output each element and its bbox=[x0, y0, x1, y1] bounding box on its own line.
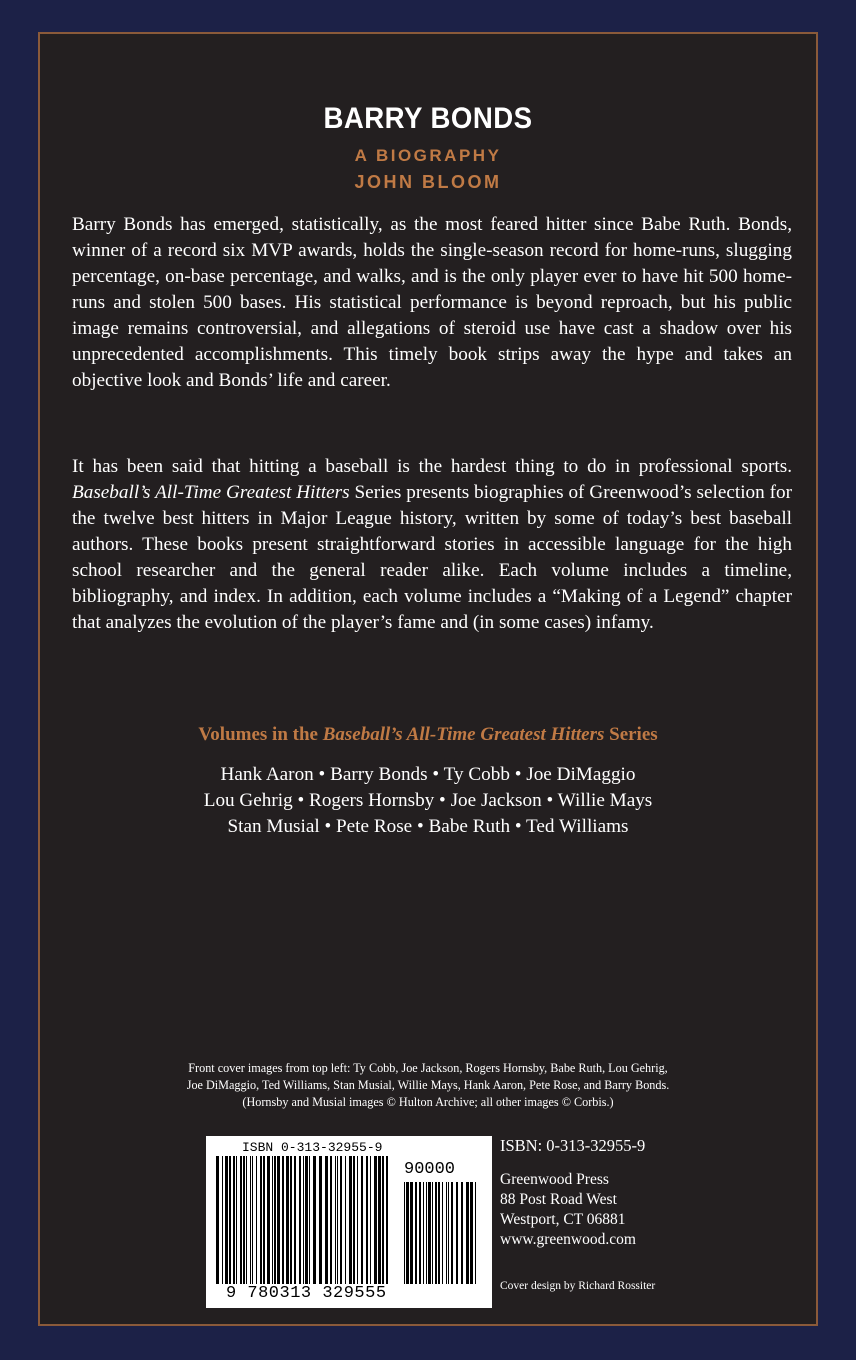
volumes-heading bbox=[40, 724, 816, 746]
credits-line-1: Front cover images from top left: Ty Cobb, Joe Jackson, Rogers Hornsby, Babe Ruth, Lou Gehrig, bbox=[188, 1061, 668, 1075]
credits-line-2: Joe DiMaggio, Ted Williams, Stan Musial, Willie Mays, Hank Aaron, Pete Rose, and Barry Bonds. bbox=[186, 1078, 670, 1092]
book-author: JOHN BLOOM bbox=[354, 172, 502, 192]
volumes-heading-series: Baseball’s All-Time Greatest Hitters bbox=[322, 724, 605, 745]
barcode-price-code: 90000 bbox=[404, 1160, 456, 1179]
publisher-isbn: ISBN: 0-313-32955-9 bbox=[500, 1136, 646, 1155]
publisher-info bbox=[500, 1136, 645, 1250]
paragraph-2-text-end: Series presents biographies of Greenwood’s selection for the twelve best hitters in Major League history, written by some of today’s best baseball authors. These books present straightforward stories in accessible language for the high school researcher and the general reader alike. Each volume includes a timeline, bibliography, and index. In addition, each volume includes a “Making of a Legend” chapter that analyzes the evolution of the player’s fame and (in some cases) infamy. bbox=[72, 482, 792, 633]
barcode-isbn13: 9 780313 329555 bbox=[226, 1284, 387, 1303]
volumes-line-2: Lou Gehrig • Rogers Hornsby • Joe Jackson • Willie Mays bbox=[203, 790, 653, 811]
description-paragraph-2 bbox=[72, 454, 792, 636]
cover-image-credits bbox=[40, 1060, 816, 1111]
design-credit: Cover design by Richard Rossiter bbox=[500, 1280, 656, 1292]
publisher-name: Greenwood Press bbox=[500, 1171, 609, 1188]
price-barcode bbox=[402, 1182, 482, 1284]
barcode-box bbox=[206, 1136, 492, 1308]
barcode-isbn-label: ISBN 0-313-32955-9 bbox=[242, 1140, 383, 1155]
book-subtitle: A BIOGRAPHY bbox=[354, 146, 502, 165]
book-title: BARRY BONDS bbox=[323, 102, 533, 135]
ean-barcode bbox=[214, 1156, 394, 1284]
description-paragraph-1: Barry Bonds has emerged, statistically, as the most feared hitter since Babe Ruth. Bonds, winner of a record six MVP awards, holds the single-season record for home-runs, slugging percentage, on-base percentage, and walks, and is the only player ever to have hit 500 home-runs and stolen 500 bases. His statistical performance is beyond reproach, but his public image remains controversial, and allegations of steroid use have cast a shadow over his unprecedented accomplishments. This timely book strips away the hype and takes an objective look and Bonds’ life and career. bbox=[72, 214, 792, 391]
series-name-italic: Baseball’s All-Time Greatest Hitters bbox=[72, 482, 350, 503]
publisher-street: 88 Post Road West bbox=[500, 1191, 617, 1208]
publisher-website: www.greenwood.com bbox=[500, 1231, 636, 1248]
credits-line-3: (Hornsby and Musial images © Hulton Archive; all other images © Corbis.) bbox=[242, 1095, 614, 1109]
publisher-city: Westport, CT 06881 bbox=[500, 1211, 626, 1228]
volumes-list bbox=[40, 762, 816, 840]
back-cover-panel bbox=[38, 32, 818, 1326]
paragraph-2-text-start: It has been said that hitting a baseball is the hardest thing to do in professional sports. bbox=[72, 456, 792, 477]
volumes-line-1: Hank Aaron • Barry Bonds • Ty Cobb • Joe DiMaggio bbox=[220, 764, 636, 785]
volumes-heading-end: Series bbox=[604, 724, 658, 745]
volumes-heading-start: Volumes in the bbox=[198, 724, 323, 745]
volumes-line-3: Stan Musial • Pete Rose • Babe Ruth • Ted Williams bbox=[227, 816, 629, 837]
